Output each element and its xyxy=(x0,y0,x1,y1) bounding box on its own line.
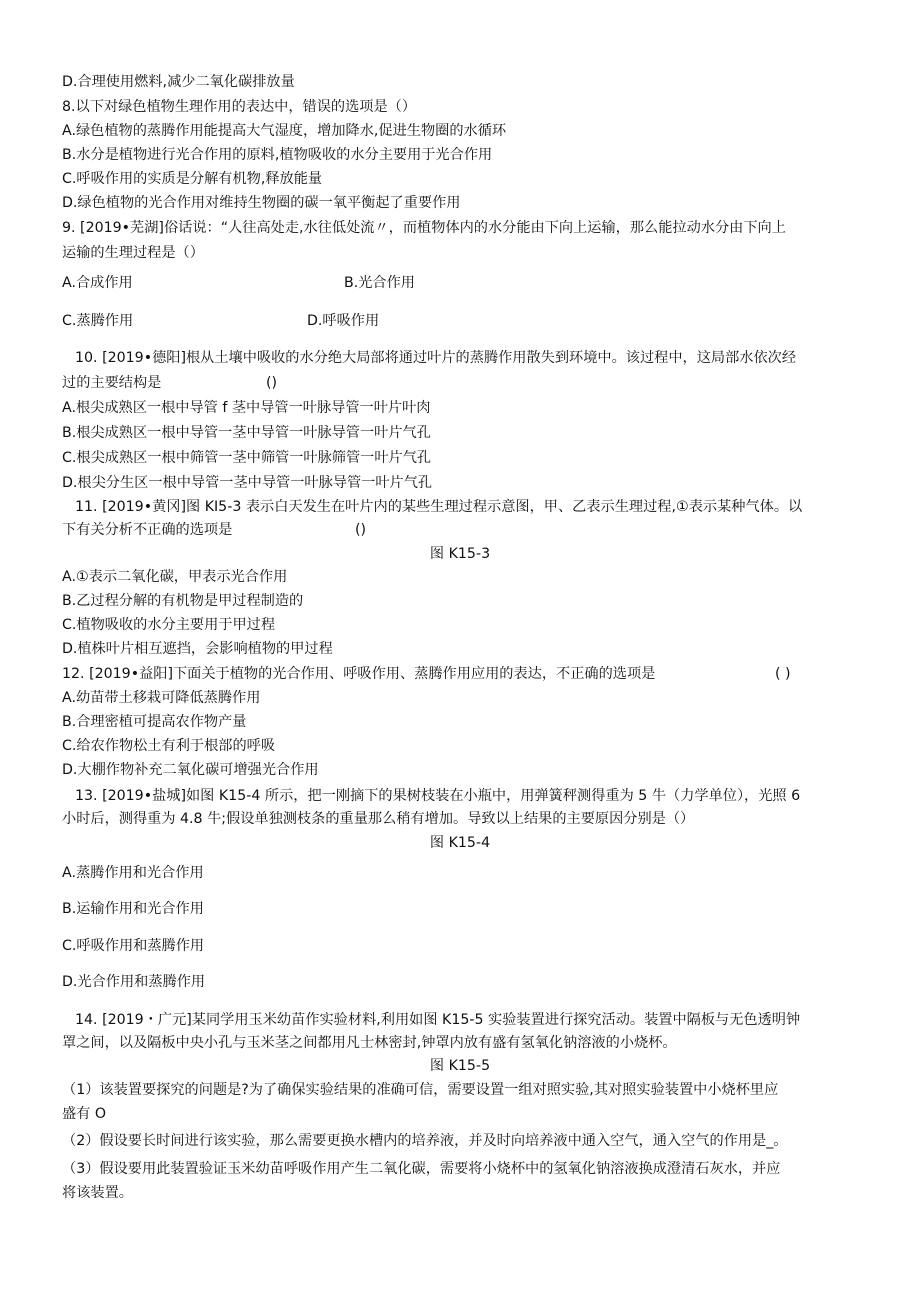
q12-option-b: B.合理密植可提高农作物产量 xyxy=(62,714,247,730)
q11-stem-line1: 11. [2019•黄冈]图 KI5-3 表示白天发生在叶片内的某些生理过程示意图，甲、乙表示生理过程,①表示某种气体。以 xyxy=(75,499,803,515)
q11-option-c: C.植物吸收的水分主要用于甲过程 xyxy=(62,617,276,633)
q11-answer-bracket: () xyxy=(355,522,367,538)
q14-sub2: （2）假设要长时间进行该实验，那么需要更换水槽内的培养液，并及时向培养液中通入空气，通入空气的作用是_。 xyxy=(62,1133,788,1149)
q9-stem-line1: 9. [2019•芜湖]俗话说：“人往高处走,水往低处流〃，而植物体内的水分能由下向上运输，那么能拉动水分由下向上 xyxy=(62,220,786,236)
q8-option-d: D.绿色植物的光合作用对维持生物圈的碳一氧平衡起了重要作用 xyxy=(62,195,461,211)
q14-stem-line1: 14. [2019・广元]某同学用玉米幼苗作实验材料,利用如图 K15-5 实验装置进行探究活动。装置中隔板与无色透明钟 xyxy=(75,1012,801,1028)
q14-sub1-line1: （1）该装置要探究的问题是?为了确保实验结果的准确可信，需要设置一组对照实验,其对照实验装置中小烧杯里应 xyxy=(62,1082,779,1098)
q13-option-c: C.呼吸作用和蒸腾作用 xyxy=(62,938,205,954)
q11-option-a: A.①表示二氧化碳，甲表示光合作用 xyxy=(62,569,288,585)
q10-option-a: A.根尖成熟区一根中导管 f 茎中导管一叶脉导管一叶片叶肉 xyxy=(62,400,431,416)
q14-stem-line2: 罩之间，以及隔板中央小孔与玉米茎之间都用凡士林密封,钟罩内放有盛有氢氧化钠溶液的小烧杯。 xyxy=(62,1035,677,1051)
q14-sub3-line1: （3）假设要用此装置验证玉米幼苗呼吸作用产生二氧化碳，需要将小烧杯中的氢氧化钠溶液换成澄清石灰水，并应 xyxy=(62,1161,781,1177)
q11-option-b: B.乙过程分解的有机物是甲过程制造的 xyxy=(62,593,304,609)
q11-option-d: D.植株叶片相互遮挡，会影响植物的甲过程 xyxy=(62,641,333,657)
q12-option-d: D.大棚作物补充二氧化碳可增强光合作用 xyxy=(62,762,319,778)
q9-option-c: C.蒸腾作用 xyxy=(62,313,134,329)
q9-option-d: D.呼吸作用 xyxy=(307,313,380,329)
q11-stem-line2: 下有关分析不正确的选项是 xyxy=(62,522,233,538)
q7-option-d: D.合理使用燃料,减少二氧化碳排放量 xyxy=(62,74,295,90)
q10-stem-line1: 10. [2019•德阳]根从土壤中吸收的水分绝大局部将通过叶片的蒸腾作用散失到环境中。该过程中，这局部水依次经 xyxy=(75,350,797,366)
q12-option-a: A.幼苗带土移栽可降低蒸腾作用 xyxy=(62,690,261,706)
figure-caption-k15-3: 图 K15-3 xyxy=(429,546,491,562)
q10-answer-bracket: () xyxy=(266,375,278,391)
figure-caption-k15-5: 图 K15-5 xyxy=(429,1058,491,1074)
q8-option-c: C.呼吸作用的实质是分解有机物,释放能量 xyxy=(62,171,323,187)
q9-option-b: B.光合作用 xyxy=(344,275,415,291)
q14-sub3-line2: 将该装置。 xyxy=(62,1185,133,1201)
q10-option-d: D.根尖分生区一根中导管一茎中导管一叶脉导管一叶片气孔 xyxy=(62,475,433,491)
figure-caption-k15-4: 图 K15-4 xyxy=(429,835,491,851)
q12-answer-bracket: ( ) xyxy=(775,666,791,682)
q13-option-b: B.运输作用和光合作用 xyxy=(62,901,204,917)
q8-option-b: B.水分是植物进行光合作用的原料,植物吸收的水分主要用于光合作用 xyxy=(62,147,493,163)
q10-option-b: B.根尖成熟区一根中导管一茎中导管一叶脉导管一叶片气孔 xyxy=(62,425,431,441)
q14-sub1-line2: 盛有 O xyxy=(62,1106,107,1122)
q13-option-d: D.光合作用和蒸腾作用 xyxy=(62,974,206,990)
q9-stem-line2: 运输的生理过程是（） xyxy=(62,245,204,261)
q10-stem-line2: 过的主要结构是 xyxy=(62,375,162,391)
q12-option-c: C.给农作物松土有利于根部的呼吸 xyxy=(62,738,276,754)
q10-option-c: C.根尖成熟区一根中筛管一茎中筛管一叶脉筛管一叶片气孔 xyxy=(62,450,432,466)
q12-stem: 12. [2019•益阳]下面关于植物的光合作用、呼吸作用、蒸腾作用应用的表达，不正确的选项是 xyxy=(62,666,656,682)
q8-option-a: A.绿色植物的蒸腾作用能提高大气湿度，增加降水,促进生物圈的水循环 xyxy=(62,123,507,139)
q8-stem: 8.以下对绿色植物生理作用的表达中，错误的选项是（） xyxy=(62,99,417,115)
q13-option-a: A.蒸腾作用和光合作用 xyxy=(62,865,204,881)
q9-option-a: A.合成作用 xyxy=(62,275,133,291)
q13-stem-line1: 13. [2019•盐城]如图 K15-4 所示，把一刚摘下的果树枝装在小瓶中，用弹簧秤测得重为 5 牛（力学单位），光照 6 xyxy=(75,788,801,804)
q13-stem-line2: 小时后，测得重为 4.8 牛;假设单独测枝条的重量那么稍有增加。导致以上结果的主要原因分别是（） xyxy=(62,811,695,827)
